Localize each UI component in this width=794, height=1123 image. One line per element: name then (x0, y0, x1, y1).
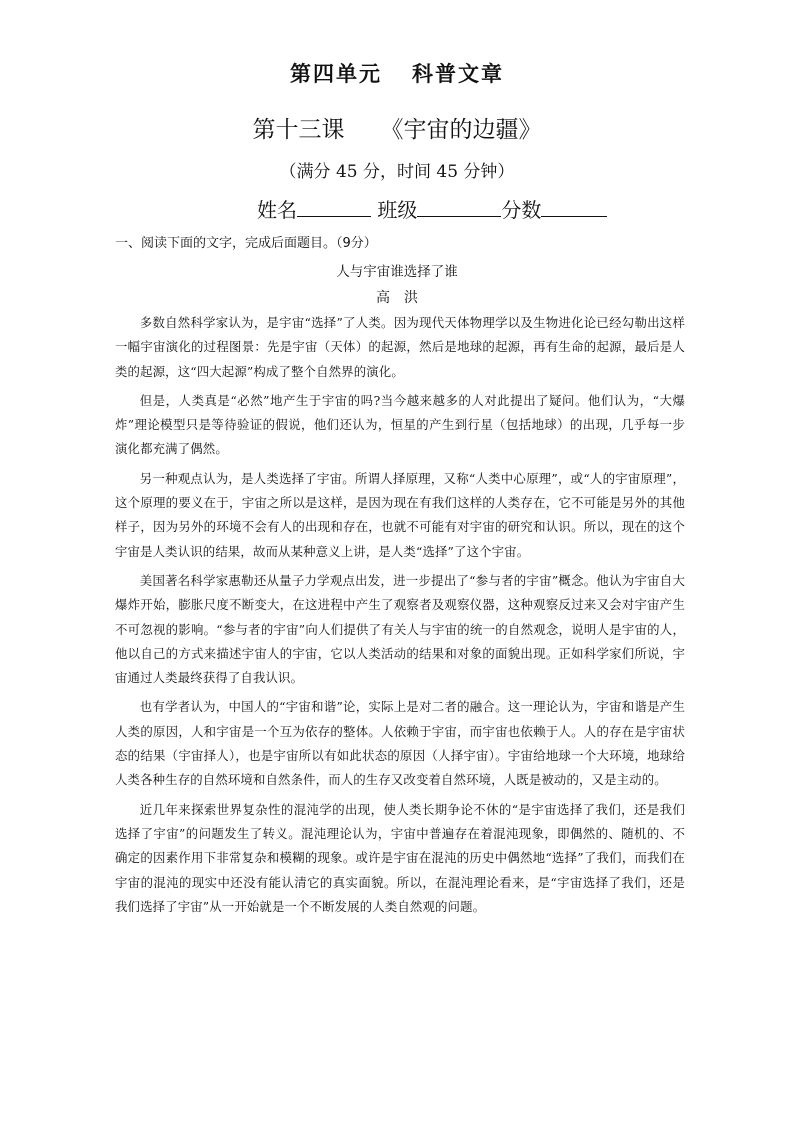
paragraph: 也有学者认为，中国人的“宇宙和谐”论，实际上是对二者的融合。这一理论认为，宇宙和谐是产生人类的原因，人和宇宙是一个互为依存的整体。人依赖于宇宙，而宇宙也依赖于人。人的存在是宇宙状态的结果（宇宙择人），也是宇宙所以有如此状态的原因（人择宇宙）。宇宙给地球一个大环境，地球给人类各种生存的自然环境和自然条件，而人的生存又改变着自然环境，人既是被动的，又是主动的。 (115, 699, 685, 788)
paragraph: 近几年来探索世界复杂性的混沌学的出现，使人类长期争论不休的“是宇宙选择了我们，还是我们选择了宇宙”的问题发生了转义。混沌理论认为，宇宙中普遍存在着混沌现象，即偶然的、随机的、不确定的因素作用下非常复杂和模糊的现象。或许是宇宙在混沌的历史中偶然地“选择”了我们，而我们在宇宙的混沌的现实中还没有能认清它的真实面貌。所以，在混沌理论看来，是“宇宙选择了我们，还是我们选择了宇宙”从一开始就是一个不断发展的人类自然观的问题。 (115, 801, 685, 914)
paragraph: 美国著名科学家惠勒还从量子力学观点出发，进一步提出了“参与者的宇宙”概念。他认为宇宙自大爆炸开始，膨胀尺度不断变大，在这进程中产生了观察者及观察仪器，这种观察反过来又会对宇宙产生不可忽视的影响。“参与者的宇宙”向人们提供了有关人与宇宙的统一的自然观念，说明人是宇宙的人，他以自己的方式来描述宇宙人的宇宙，它以人类活动的结果和对象的面貌出现。正如科学家们所说，宇宙通过人类最终获得了自我认识。 (115, 572, 685, 686)
section-heading: 一、阅读下面的文字，完成后面题目。（9分） (115, 236, 377, 251)
class-blank[interactable] (417, 198, 501, 217)
unit-title-topic: 科普文章 (412, 61, 504, 86)
exam-meta: （满分 45 分，时间 45 分钟） (279, 162, 515, 182)
paragraph: 另一种观点认为，是人类选择了宇宙。所谓人择原理，又称“人类中心原理”，或“人的宇宙原理”，这个原理的要义在于，宇宙之所以是这样，是因为现在有我们这样的人类存在，它不可能是另外的其他样子，因为另外的环境不会有人的出现和存在，也就不可能有对宇宙的研究和认识。所以，现在的这个宇宙是人类认识的结果，故而从某种意义上讲，是人类“选择”了这个宇宙。 (115, 470, 685, 559)
lesson-number: 第十三课 (252, 117, 345, 143)
passage-body (115, 311, 685, 924)
lesson-title (0, 111, 794, 144)
unit-title-number: 第四单元 (290, 61, 382, 86)
student-info (257, 194, 637, 223)
score-blank[interactable] (541, 198, 607, 217)
paragraph: 多数自然科学家认为，是宇宙“选择”了人类。因为现代天体物理学以及生物进化论已经勾勒出这样一幅宇宙演化的过程图景：先是宇宙（天体）的起源，然后是地球的起源，再有生命的起源，最后是人类的起源，这“四大起源”构成了整个自然界的演化。 (115, 315, 685, 379)
passage-title: 人与宇宙谁选择了谁 (336, 264, 458, 280)
class-label: 班级 (377, 198, 418, 222)
passage-author: 高洪 (376, 290, 432, 306)
score-label: 分数 (501, 198, 542, 222)
paragraph: 但是，人类真是“必然”地产生于宇宙的吗?当今越来越多的人对此提出了疑问。他们认为，“大爆炸”理论模型只是等待验证的假说，他们还认为，恒星的产生到行星（包括地球）的出现，几乎每一步演化都充满了偶然。 (115, 392, 685, 457)
lesson-name: 《宇宙的边疆》 (380, 117, 542, 143)
unit-title (0, 58, 794, 88)
name-blank[interactable] (297, 198, 371, 217)
name-label: 姓名 (257, 198, 297, 222)
